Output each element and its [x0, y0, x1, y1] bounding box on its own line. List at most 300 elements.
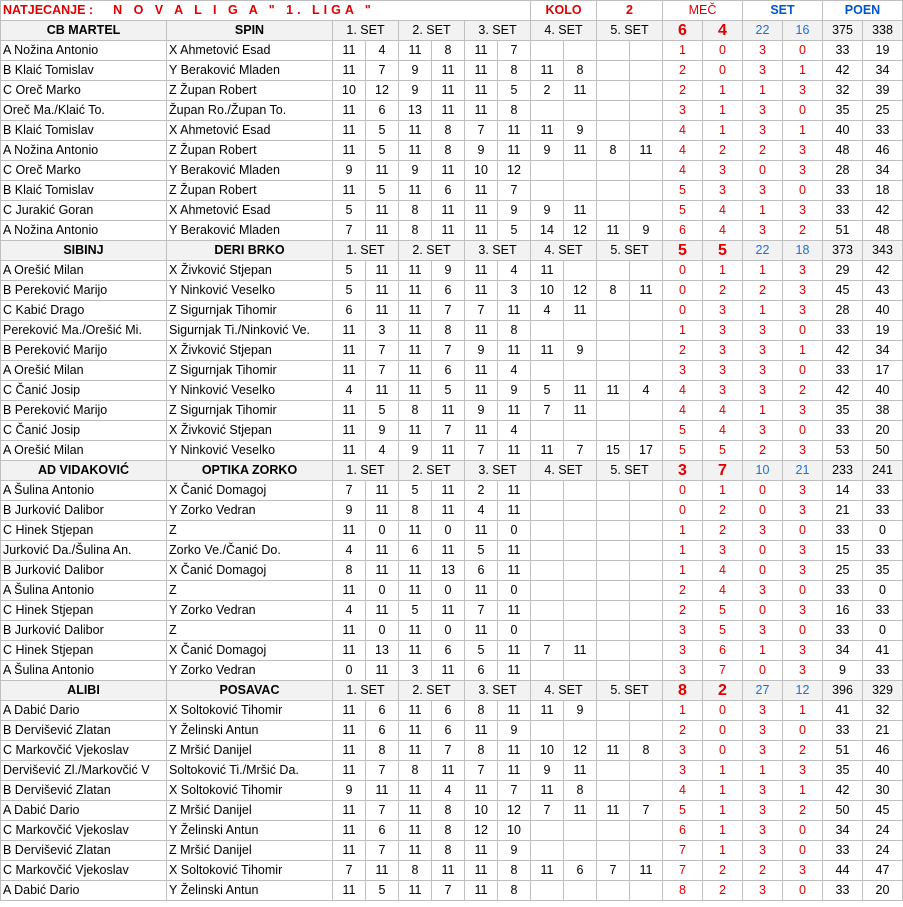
- sets-away: 3: [783, 861, 823, 881]
- set-score: 11: [333, 881, 366, 901]
- set-score: 11: [399, 321, 432, 341]
- set-score: [531, 41, 564, 61]
- sets-away-total: 12: [783, 681, 823, 701]
- section-header-row: [1, 681, 903, 701]
- set-score: 11: [465, 381, 498, 401]
- set-score: [630, 121, 663, 141]
- set-score: 0: [366, 621, 399, 641]
- set-score: 11: [531, 781, 564, 801]
- set-score: 4: [333, 601, 366, 621]
- poen-home: 33: [823, 201, 863, 221]
- set-score: 11: [531, 861, 564, 881]
- sets-home: 0: [743, 561, 783, 581]
- set-score: [630, 841, 663, 861]
- set-score: 7: [366, 361, 399, 381]
- away-player: Z Sigurnjak Tihomir: [167, 301, 333, 321]
- poen-home: 33: [823, 421, 863, 441]
- match-row: [1, 481, 903, 501]
- set-score: 11: [399, 121, 432, 141]
- sets-home: 2: [743, 861, 783, 881]
- mec-away: 0: [703, 741, 743, 761]
- set-score: 6: [465, 661, 498, 681]
- sets-home: 3: [743, 701, 783, 721]
- set-score: 10: [531, 741, 564, 761]
- set-score: 5: [366, 881, 399, 901]
- set-score: 11: [465, 841, 498, 861]
- set-score: [630, 261, 663, 281]
- set-score: 4: [333, 541, 366, 561]
- set-score: 12: [498, 801, 531, 821]
- mec-home-total: 8: [663, 681, 703, 701]
- set-score: 5: [333, 261, 366, 281]
- poen-home: 34: [823, 641, 863, 661]
- set-score: [597, 41, 630, 61]
- match-row: [1, 341, 903, 361]
- set-score: 11: [366, 301, 399, 321]
- set-score: 11: [465, 881, 498, 901]
- sets-away: 0: [783, 321, 823, 341]
- set-score: 9: [531, 761, 564, 781]
- set-score: 11: [333, 581, 366, 601]
- set-score: 11: [498, 441, 531, 461]
- sets-home: 3: [743, 781, 783, 801]
- away-player: X Ahmetović Esad: [167, 41, 333, 61]
- home-player: C Hinek Stjepan: [1, 521, 167, 541]
- set-score: 0: [498, 521, 531, 541]
- sets-away: 3: [783, 141, 823, 161]
- set-score: [630, 161, 663, 181]
- mec-home: 1: [663, 561, 703, 581]
- match-row: [1, 41, 903, 61]
- set-score: [531, 621, 564, 641]
- set-score: [630, 301, 663, 321]
- match-row: [1, 761, 903, 781]
- set-score: 8: [498, 101, 531, 121]
- away-player: X Čanić Domagoj: [167, 561, 333, 581]
- set-score: 11: [465, 421, 498, 441]
- poen-away: 24: [863, 821, 903, 841]
- set-score: [597, 621, 630, 641]
- sets-home: 1: [743, 761, 783, 781]
- set-score: 11: [564, 381, 597, 401]
- match-row: [1, 561, 903, 581]
- poen-away: 25: [863, 101, 903, 121]
- set-score: 8: [465, 701, 498, 721]
- mec-home: 3: [663, 761, 703, 781]
- set-score: 10: [333, 81, 366, 101]
- set-score: [597, 841, 630, 861]
- set-score: 11: [498, 401, 531, 421]
- mec-home: 7: [663, 861, 703, 881]
- set-score: 4: [366, 441, 399, 461]
- set-score: 11: [366, 201, 399, 221]
- mec-home: 0: [663, 261, 703, 281]
- home-player: C Markovčić Vjekoslav: [1, 861, 167, 881]
- set-score: [597, 641, 630, 661]
- poen-away: 0: [863, 581, 903, 601]
- poen-home: 44: [823, 861, 863, 881]
- set-score: 7: [432, 421, 465, 441]
- set-score: 8: [498, 321, 531, 341]
- set-score: 11: [564, 801, 597, 821]
- home-player: B Jurković Dalibor: [1, 561, 167, 581]
- set-score: 11: [399, 881, 432, 901]
- mec-away: 2: [703, 281, 743, 301]
- set-score: 11: [333, 521, 366, 541]
- mec-away: 1: [703, 781, 743, 801]
- set-label: 2. SET: [399, 21, 465, 41]
- poen-away: 40: [863, 381, 903, 401]
- set-score: 10: [465, 801, 498, 821]
- poen-away-total: 338: [863, 21, 903, 41]
- set-score: 6: [432, 701, 465, 721]
- set-score: [531, 521, 564, 541]
- set-score: 13: [399, 101, 432, 121]
- mec-home: 8: [663, 881, 703, 901]
- sets-away: 0: [783, 101, 823, 121]
- set-score: [630, 781, 663, 801]
- away-player: Z Mršić Danijel: [167, 841, 333, 861]
- sets-home: 3: [743, 521, 783, 541]
- set-score: 8: [432, 141, 465, 161]
- mec-home: 2: [663, 601, 703, 621]
- set-score: 11: [498, 601, 531, 621]
- set-score: [630, 521, 663, 541]
- set-score: [564, 101, 597, 121]
- set-score: 11: [564, 301, 597, 321]
- mec-home: 0: [663, 501, 703, 521]
- set-score: 11: [432, 201, 465, 221]
- set-score: 5: [465, 641, 498, 661]
- match-row: [1, 721, 903, 741]
- set-score: 11: [465, 41, 498, 61]
- poen-away: 19: [863, 321, 903, 341]
- sets-home: 3: [743, 621, 783, 641]
- sets-away-total: 18: [783, 241, 823, 261]
- sets-home: 1: [743, 201, 783, 221]
- poen-away: 48: [863, 221, 903, 241]
- mec-home: 1: [663, 541, 703, 561]
- away-player: Y Zorko Vedran: [167, 661, 333, 681]
- set-score: [630, 81, 663, 101]
- away-player: Y Želinski Antun: [167, 721, 333, 741]
- set-score: [597, 881, 630, 901]
- mec-away: 4: [703, 561, 743, 581]
- set-score: 0: [366, 521, 399, 541]
- set-score: 11: [366, 261, 399, 281]
- set-score: [531, 581, 564, 601]
- mec-away: 4: [703, 201, 743, 221]
- set-score: 7: [432, 881, 465, 901]
- set-score: 11: [465, 721, 498, 741]
- mec-home: 3: [663, 641, 703, 661]
- sets-home: 3: [743, 61, 783, 81]
- set-score: [564, 421, 597, 441]
- set-score: [597, 501, 630, 521]
- set-score: 11: [333, 741, 366, 761]
- set-score: 11: [399, 361, 432, 381]
- mec-away: 2: [703, 861, 743, 881]
- set-score: 7: [333, 221, 366, 241]
- set-score: [597, 181, 630, 201]
- set-score: [564, 501, 597, 521]
- home-player: B Jurković Dalibor: [1, 501, 167, 521]
- match-row: [1, 861, 903, 881]
- poen-away: 40: [863, 761, 903, 781]
- set-score: 9: [432, 261, 465, 281]
- sets-home: 0: [743, 541, 783, 561]
- poen-home: 42: [823, 781, 863, 801]
- set-score: [630, 641, 663, 661]
- set-score: 11: [399, 641, 432, 661]
- set-score: [564, 361, 597, 381]
- set-score: 10: [531, 281, 564, 301]
- set-score: [531, 661, 564, 681]
- set-score: 8: [597, 281, 630, 301]
- home-player: A Dabić Dario: [1, 701, 167, 721]
- away-player: Y Beraković Mladen: [167, 221, 333, 241]
- set-score: [597, 581, 630, 601]
- set-score: 6: [432, 361, 465, 381]
- set-score: 7: [465, 301, 498, 321]
- away-player: Sigurnjak Ti./Ninković Ve.: [167, 321, 333, 341]
- set-score: 11: [432, 401, 465, 421]
- set-score: 11: [531, 61, 564, 81]
- set-score: 0: [333, 661, 366, 681]
- set-score: [564, 841, 597, 861]
- set-score: 11: [366, 221, 399, 241]
- set-score: 8: [333, 561, 366, 581]
- set-score: 8: [432, 801, 465, 821]
- poen-home: 50: [823, 801, 863, 821]
- set-score: 11: [432, 481, 465, 501]
- poen-home: 28: [823, 161, 863, 181]
- poen-home: 33: [823, 521, 863, 541]
- sets-away: 0: [783, 581, 823, 601]
- sets-away: 3: [783, 301, 823, 321]
- home-team-name: SIBINJ: [1, 241, 167, 261]
- away-player: Z Mršić Danijel: [167, 801, 333, 821]
- sets-away: 3: [783, 281, 823, 301]
- away-player: Y Želinski Antun: [167, 881, 333, 901]
- set-score: 7: [366, 801, 399, 821]
- set-score: 0: [498, 621, 531, 641]
- set-score: 6: [399, 541, 432, 561]
- sets-away: 3: [783, 661, 823, 681]
- set-score: 11: [630, 281, 663, 301]
- set-score: 11: [531, 341, 564, 361]
- set-score: 11: [366, 501, 399, 521]
- match-row: [1, 401, 903, 421]
- away-player: Z: [167, 621, 333, 641]
- set-score: 3: [498, 281, 531, 301]
- set-score: [597, 721, 630, 741]
- sets-home: 3: [743, 221, 783, 241]
- set-score: [597, 121, 630, 141]
- set-score: 17: [630, 441, 663, 461]
- set-score: 11: [432, 501, 465, 521]
- poen-away: 18: [863, 181, 903, 201]
- set-score: 8: [564, 781, 597, 801]
- set-score: 11: [333, 321, 366, 341]
- match-row: [1, 441, 903, 461]
- set-score: 8: [465, 741, 498, 761]
- set-score: 11: [531, 121, 564, 141]
- set-label: 1. SET: [333, 681, 399, 701]
- set-score: 11: [432, 761, 465, 781]
- match-row: [1, 421, 903, 441]
- mec-away: 1: [703, 841, 743, 861]
- set-score: 7: [465, 441, 498, 461]
- set-score: 4: [333, 381, 366, 401]
- match-row: [1, 281, 903, 301]
- set-score: [630, 661, 663, 681]
- set-score: 11: [498, 701, 531, 721]
- set-score: 9: [366, 421, 399, 441]
- set-score: [564, 721, 597, 741]
- set-score: 11: [333, 141, 366, 161]
- set-score: 7: [630, 801, 663, 821]
- set-score: [630, 201, 663, 221]
- home-player: B Dervišević Zlatan: [1, 781, 167, 801]
- match-row: [1, 181, 903, 201]
- sets-home: 0: [743, 661, 783, 681]
- set-score: 9: [333, 781, 366, 801]
- set-score: [597, 201, 630, 221]
- set-score: [597, 101, 630, 121]
- set-score: 4: [498, 361, 531, 381]
- mec-home: 4: [663, 781, 703, 801]
- poen-away: 33: [863, 501, 903, 521]
- sets-away: 2: [783, 221, 823, 241]
- set-score: 11: [399, 521, 432, 541]
- poen-home: 51: [823, 741, 863, 761]
- set-score: 11: [333, 761, 366, 781]
- set-score: 9: [630, 221, 663, 241]
- set-score: 0: [498, 581, 531, 601]
- sets-away: 0: [783, 421, 823, 441]
- set-score: 11: [333, 401, 366, 421]
- poen-away: 34: [863, 61, 903, 81]
- set-score: 11: [333, 801, 366, 821]
- home-player: C Oreč Marko: [1, 81, 167, 101]
- set-score: 2: [531, 81, 564, 101]
- set-score: 11: [432, 101, 465, 121]
- mec-home: 3: [663, 101, 703, 121]
- home-player: Dervišević Zl./Markovčić V: [1, 761, 167, 781]
- away-player: Z Župan Robert: [167, 141, 333, 161]
- set-score: 9: [564, 701, 597, 721]
- match-row: [1, 801, 903, 821]
- set-score: 11: [498, 641, 531, 661]
- set-score: 11: [366, 481, 399, 501]
- poen-home: 33: [823, 581, 863, 601]
- set-label: 1. SET: [333, 241, 399, 261]
- sets-away: 0: [783, 721, 823, 741]
- match-row: [1, 521, 903, 541]
- set-score: 11: [333, 441, 366, 461]
- set-score: 11: [432, 541, 465, 561]
- poen-away: 46: [863, 741, 903, 761]
- set-score: 11: [333, 101, 366, 121]
- mec-away: 3: [703, 161, 743, 181]
- sets-home: 1: [743, 641, 783, 661]
- poen-away: 34: [863, 161, 903, 181]
- home-player: A Nožina Antonio: [1, 141, 167, 161]
- poen-away-total: 241: [863, 461, 903, 481]
- mec-away: 0: [703, 61, 743, 81]
- set-score: [597, 81, 630, 101]
- set-score: 9: [498, 201, 531, 221]
- set-score: 11: [366, 601, 399, 621]
- mec-away: 5: [703, 601, 743, 621]
- mec-home: 5: [663, 421, 703, 441]
- set-score: 11: [366, 161, 399, 181]
- set-label: 3. SET: [465, 681, 531, 701]
- match-row: [1, 841, 903, 861]
- sets-home: 1: [743, 261, 783, 281]
- poen-home: 28: [823, 301, 863, 321]
- set-score: [531, 881, 564, 901]
- set-score: 11: [597, 741, 630, 761]
- set-score: [597, 61, 630, 81]
- match-row: [1, 581, 903, 601]
- set-score: [564, 41, 597, 61]
- set-score: 11: [465, 201, 498, 221]
- set-score: [630, 621, 663, 641]
- set-score: 12: [498, 161, 531, 181]
- set-score: 11: [366, 661, 399, 681]
- set-score: 11: [333, 701, 366, 721]
- mec-away: 3: [703, 541, 743, 561]
- set-score: [597, 301, 630, 321]
- poen-home: 41: [823, 701, 863, 721]
- home-player: C Markovčić Vjekoslav: [1, 741, 167, 761]
- poen-away: 30: [863, 781, 903, 801]
- poen-away: 33: [863, 601, 903, 621]
- mec-home-total: 6: [663, 21, 703, 41]
- set-score: 11: [465, 781, 498, 801]
- match-row: [1, 641, 903, 661]
- set-score: 11: [399, 841, 432, 861]
- set-score: 11: [432, 861, 465, 881]
- poen-home: 35: [823, 401, 863, 421]
- set-score: [630, 401, 663, 421]
- home-player: B Pereković Marijo: [1, 401, 167, 421]
- set-score: 11: [465, 861, 498, 881]
- set-score: 8: [399, 501, 432, 521]
- set-score: 8: [399, 861, 432, 881]
- away-player: Župan Ro./Župan To.: [167, 101, 333, 121]
- set-score: [597, 821, 630, 841]
- mec-away: 3: [703, 341, 743, 361]
- mec-home: 5: [663, 181, 703, 201]
- mec-away: 7: [703, 661, 743, 681]
- mec-away: 4: [703, 401, 743, 421]
- sets-home-total: 22: [743, 21, 783, 41]
- home-player: B Klaić Tomislav: [1, 121, 167, 141]
- away-player: X Čanić Domagoj: [167, 641, 333, 661]
- set-score: 7: [531, 401, 564, 421]
- set-score: [564, 881, 597, 901]
- set-score: 8: [498, 881, 531, 901]
- set-label: 1. SET: [333, 461, 399, 481]
- mec-home-total: 5: [663, 241, 703, 261]
- set-score: 4: [630, 381, 663, 401]
- home-player: A Nožina Antonio: [1, 221, 167, 241]
- set-score: [531, 721, 564, 741]
- sets-home: 1: [743, 301, 783, 321]
